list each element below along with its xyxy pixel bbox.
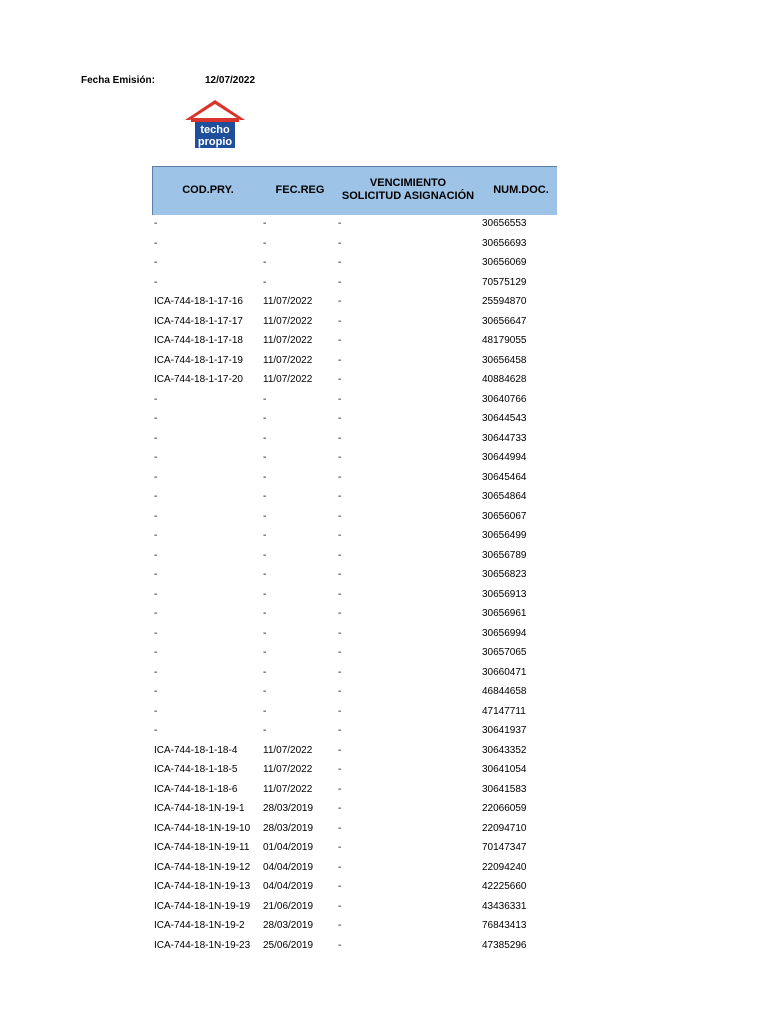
fec-reg-cell: - <box>263 725 267 736</box>
vencimiento-cell: - <box>338 861 342 873</box>
fec-reg-cell: - <box>263 647 267 658</box>
num-doc-cell: 46844658 <box>482 686 527 697</box>
vencimiento-cell: - <box>338 569 342 580</box>
num-doc-cell: 30645464 <box>482 471 527 483</box>
fec-reg-cell: 11/07/2022 <box>263 335 313 346</box>
vencimiento-cell: - <box>338 374 342 385</box>
table-row <box>152 587 562 607</box>
fec-reg-cell: - <box>263 393 267 405</box>
vencimiento-cell: - <box>338 686 342 697</box>
vencimiento-cell: - <box>338 666 342 678</box>
vencimiento-cell: - <box>338 549 342 561</box>
cod-pry-cell: - <box>154 393 158 405</box>
table-row <box>152 762 562 782</box>
table-row <box>152 938 562 958</box>
table-row <box>152 879 562 899</box>
cod-pry-cell: - <box>154 452 158 463</box>
vencimiento-cell: - <box>338 452 342 463</box>
table-row <box>152 840 562 860</box>
table-row <box>152 353 562 373</box>
vencimiento-cell: - <box>338 627 342 639</box>
num-doc-cell: 30656789 <box>482 549 527 561</box>
num-doc-cell: 30644543 <box>482 413 527 424</box>
fec-reg-cell: 21/06/2019 <box>263 900 314 912</box>
column-header-fec-reg: FEC.REG <box>275 184 325 196</box>
fec-reg-cell: - <box>263 413 267 424</box>
vencimiento-cell: - <box>338 803 342 814</box>
cod-pry-cell: - <box>154 549 158 561</box>
num-doc-cell: 30656994 <box>482 627 527 639</box>
num-doc-cell: 30656961 <box>482 608 527 619</box>
vencimiento-cell: - <box>338 510 342 522</box>
vencimiento-cell: - <box>338 608 342 619</box>
num-doc-cell: 76843413 <box>482 920 527 931</box>
num-doc-cell: 70575129 <box>482 276 527 288</box>
cod-pry-cell: ICA-744-18-1N-19-13 <box>154 881 251 892</box>
num-doc-cell: 30641583 <box>482 783 527 795</box>
table-row <box>152 294 562 314</box>
cod-pry-cell: - <box>154 510 158 522</box>
table-row <box>152 275 562 295</box>
table-body <box>152 216 562 957</box>
vencimiento-cell: - <box>338 647 342 658</box>
num-doc-cell: 22094240 <box>482 861 527 873</box>
column-header-vencimiento-line2: SOLICITUD ASIGNACIÓN <box>341 190 475 202</box>
cod-pry-cell: - <box>154 705 158 717</box>
num-doc-cell: 30656823 <box>482 569 527 580</box>
vencimiento-cell: - <box>338 530 342 541</box>
fec-reg-cell: 04/04/2019 <box>263 881 314 892</box>
table-row <box>152 918 562 938</box>
cod-pry-cell: ICA-744-18-1N-19-10 <box>154 822 251 834</box>
table-row <box>152 743 562 763</box>
vencimiento-cell: - <box>338 881 342 892</box>
fec-reg-cell: - <box>263 549 267 561</box>
cod-pry-cell: - <box>154 218 158 229</box>
vencimiento-cell: - <box>338 725 342 736</box>
num-doc-cell: 30644994 <box>482 452 527 463</box>
num-doc-cell: 30656553 <box>482 218 527 229</box>
cod-pry-cell: - <box>154 627 158 639</box>
fec-reg-cell: - <box>263 491 267 502</box>
fec-reg-cell: 01/04/2019 <box>263 842 314 853</box>
num-doc-cell: 30654864 <box>482 491 527 502</box>
fec-reg-cell: - <box>263 452 267 463</box>
cod-pry-cell: ICA-744-18-1-17-19 <box>154 354 243 366</box>
table-row <box>152 489 562 509</box>
column-header-vencimiento-line1: VENCIMIENTO <box>369 177 447 189</box>
table-row <box>152 528 562 548</box>
num-doc-cell: 40884628 <box>482 374 527 385</box>
cod-pry-cell: ICA-744-18-1-17-17 <box>154 315 243 327</box>
cod-pry-cell: - <box>154 257 158 268</box>
table-row <box>152 314 562 334</box>
num-doc-cell: 48179055 <box>482 335 527 346</box>
fec-reg-cell: - <box>263 218 267 229</box>
vencimiento-cell: - <box>338 432 342 444</box>
column-header-vencimiento <box>337 177 479 203</box>
table-row <box>152 782 562 802</box>
table-row <box>152 684 562 704</box>
num-doc-cell: 30640766 <box>482 393 527 405</box>
fec-reg-cell: 28/03/2019 <box>263 803 314 814</box>
vencimiento-cell: - <box>338 822 342 834</box>
num-doc-cell: 30656458 <box>482 354 527 366</box>
num-doc-cell: 22066059 <box>482 803 527 814</box>
fecha-emision-value: 12/07/2022 <box>205 75 256 86</box>
table-header <box>152 166 557 215</box>
cod-pry-cell: - <box>154 491 158 502</box>
vencimiento-cell: - <box>338 705 342 717</box>
fec-reg-cell: - <box>263 257 267 268</box>
fec-reg-cell: 04/04/2019 <box>263 861 314 873</box>
table-row <box>152 333 562 353</box>
fec-reg-cell: 11/07/2022 <box>263 315 313 327</box>
vencimiento-cell: - <box>338 276 342 288</box>
num-doc-cell: 42225660 <box>482 881 527 892</box>
cod-pry-cell: ICA-744-18-1-17-18 <box>154 335 243 346</box>
cod-pry-cell: - <box>154 569 158 580</box>
table-row <box>152 392 562 412</box>
fec-reg-cell: - <box>263 666 267 678</box>
num-doc-cell: 30657065 <box>482 647 527 658</box>
vencimiento-cell: - <box>338 237 342 249</box>
table-row <box>152 255 562 275</box>
vencimiento-cell: - <box>338 764 342 775</box>
num-doc-cell: 47385296 <box>482 939 527 951</box>
fec-reg-cell: - <box>263 608 267 619</box>
cod-pry-cell: ICA-744-18-1-18-4 <box>154 744 238 756</box>
table-row <box>152 645 562 665</box>
vencimiento-cell: - <box>338 842 342 853</box>
cod-pry-cell: ICA-744-18-1N-19-12 <box>154 861 251 873</box>
fec-reg-cell: - <box>263 237 267 249</box>
table-row <box>152 567 562 587</box>
num-doc-cell: 22094710 <box>482 822 527 834</box>
table-row <box>152 216 562 236</box>
table-row <box>152 470 562 490</box>
table-row <box>152 431 562 451</box>
vencimiento-cell: - <box>338 315 342 327</box>
table-row <box>152 665 562 685</box>
vencimiento-cell: - <box>338 491 342 502</box>
cod-pry-cell: ICA-744-18-1N-19-23 <box>154 939 251 951</box>
fec-reg-cell: - <box>263 588 267 600</box>
column-header-num-doc: NUM.DOC. <box>493 184 549 196</box>
fec-reg-cell: - <box>263 627 267 639</box>
table-row <box>152 450 562 470</box>
cod-pry-cell: - <box>154 237 158 249</box>
num-doc-cell: 30644733 <box>482 432 527 444</box>
fec-reg-cell: 11/07/2022 <box>263 764 313 775</box>
num-doc-cell: 30656499 <box>482 530 527 541</box>
num-doc-cell: 30643352 <box>482 744 527 756</box>
cod-pry-cell: - <box>154 647 158 658</box>
cod-pry-cell: ICA-744-18-1-17-20 <box>154 374 243 385</box>
fec-reg-cell: 11/07/2022 <box>263 374 313 385</box>
vencimiento-cell: - <box>338 296 342 307</box>
table-row <box>152 372 562 392</box>
vencimiento-cell: - <box>338 257 342 268</box>
cod-pry-cell: ICA-744-18-1N-19-2 <box>154 920 245 931</box>
table-row <box>152 860 562 880</box>
num-doc-cell: 25594870 <box>482 296 527 307</box>
fec-reg-cell: 28/03/2019 <box>263 822 314 834</box>
fec-reg-cell: 11/07/2022 <box>263 354 313 366</box>
vencimiento-cell: - <box>338 413 342 424</box>
cod-pry-cell: - <box>154 530 158 541</box>
cod-pry-cell: - <box>154 588 158 600</box>
table-row <box>152 606 562 626</box>
cod-pry-cell: - <box>154 666 158 678</box>
fec-reg-cell: - <box>263 276 267 288</box>
cod-pry-cell: - <box>154 725 158 736</box>
fec-reg-cell: - <box>263 569 267 580</box>
fec-reg-cell: - <box>263 471 267 483</box>
vencimiento-cell: - <box>338 354 342 366</box>
vencimiento-cell: - <box>338 939 342 951</box>
logo-text-propio: propio <box>197 136 233 148</box>
fec-reg-cell: - <box>263 686 267 697</box>
table-row <box>152 236 562 256</box>
cod-pry-cell: ICA-744-18-1N-19-1 <box>154 803 245 814</box>
fec-reg-cell: 28/03/2019 <box>263 920 314 931</box>
num-doc-cell: 30641937 <box>482 725 527 736</box>
table-row <box>152 626 562 646</box>
vencimiento-cell: - <box>338 900 342 912</box>
cod-pry-cell: - <box>154 413 158 424</box>
fecha-emision-label: Fecha Emisión: <box>81 75 155 86</box>
num-doc-cell: 30641054 <box>482 764 527 775</box>
num-doc-cell: 30656067 <box>482 510 527 522</box>
cod-pry-cell: - <box>154 432 158 444</box>
vencimiento-cell: - <box>338 744 342 756</box>
vencimiento-cell: - <box>338 588 342 600</box>
cod-pry-cell: ICA-744-18-1-17-16 <box>154 296 243 307</box>
fec-reg-cell: 11/07/2022 <box>263 783 313 795</box>
table-row <box>152 411 562 431</box>
vencimiento-cell: - <box>338 393 342 405</box>
num-doc-cell: 47147711 <box>482 705 526 717</box>
num-doc-cell: 43436331 <box>482 900 527 912</box>
cod-pry-cell: ICA-744-18-1-18-5 <box>154 764 238 775</box>
table-row <box>152 548 562 568</box>
cod-pry-cell: - <box>154 276 158 288</box>
table-row <box>152 821 562 841</box>
fec-reg-cell: - <box>263 510 267 522</box>
fec-reg-cell: - <box>263 530 267 541</box>
table-row <box>152 704 562 724</box>
num-doc-cell: 30656913 <box>482 588 527 600</box>
vencimiento-cell: - <box>338 920 342 931</box>
table-row <box>152 899 562 919</box>
cod-pry-cell: ICA-744-18-1-18-6 <box>154 783 238 795</box>
num-doc-cell: 70147347 <box>482 842 527 853</box>
num-doc-cell: 30660471 <box>482 666 527 678</box>
cod-pry-cell: - <box>154 686 158 697</box>
table-row <box>152 509 562 529</box>
fec-reg-cell: 11/07/2022 <box>263 744 313 756</box>
vencimiento-cell: - <box>338 335 342 346</box>
techo-propio-logo <box>185 100 245 150</box>
vencimiento-cell: - <box>338 218 342 229</box>
fec-reg-cell: - <box>263 705 267 717</box>
logo-text-techo: techo <box>200 124 230 136</box>
cod-pry-cell: - <box>154 608 158 619</box>
fec-reg-cell: - <box>263 432 267 444</box>
column-header-cod-pry: COD.PRY. <box>182 184 234 196</box>
vencimiento-cell: - <box>338 783 342 795</box>
num-doc-cell: 30656647 <box>482 315 527 327</box>
table-row <box>152 723 562 743</box>
fec-reg-cell: 11/07/2022 <box>263 296 313 307</box>
cod-pry-cell: ICA-744-18-1N-19-19 <box>154 900 251 912</box>
cod-pry-cell: - <box>154 471 158 483</box>
cod-pry-cell: ICA-744-18-1N-19-11 <box>154 842 250 853</box>
vencimiento-cell: - <box>338 471 342 483</box>
table-row <box>152 801 562 821</box>
fec-reg-cell: 25/06/2019 <box>263 939 314 951</box>
num-doc-cell: 30656069 <box>482 257 527 268</box>
num-doc-cell: 30656693 <box>482 237 527 249</box>
